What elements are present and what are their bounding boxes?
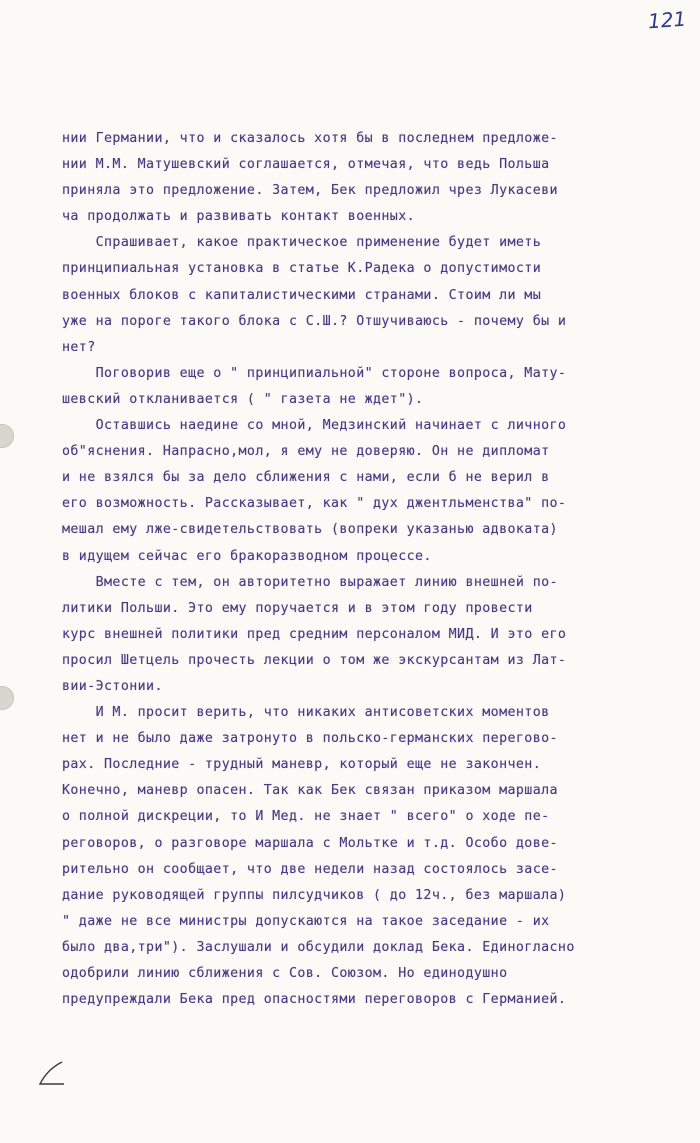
text-line: " даже не все министры допускаются на такое заседание - их — [62, 913, 550, 929]
text-line: о полной дискреции, то И Мед. не знает " всего" о ходе пе- — [62, 809, 550, 825]
text-line: предупреждали Бека пред опасностями переговоров с Германией. — [62, 992, 567, 1008]
text-line: рах. Последние - трудный маневр, который еще не закончен. — [62, 757, 542, 773]
text-line: его возможность. Рассказывает, как " дух джентльменства" по- — [62, 496, 567, 512]
text-line: нии Германии, что и сказалось хотя бы в последнем предложе- — [62, 131, 558, 146]
text-line: приняла это предложение. Затем, Бек предложил чрез Лукасеви — [62, 183, 558, 199]
text-line: принципиальная установка в статье К.Радека о допустимости — [62, 261, 542, 277]
text-line: курс внешней политики пред средним персоналом МИД. И это его — [62, 626, 567, 642]
text-line: нии М.М. Матушевский соглашается, отмечая, что ведь Польша — [62, 157, 550, 173]
typewritten-text — [62, 126, 692, 1013]
text-line: одобрили линию сближения с Сов. Союзом. Но единодушно — [62, 966, 508, 981]
text-line: в идущем сейчас его бракоразводном процессе. — [62, 548, 432, 564]
text-line: было два,три"). Заслушали и обсудили доклад Бека. Единогласно — [62, 939, 575, 955]
text-line: Оставшись наедине со мной, Медзинский начинает с личного — [62, 418, 567, 434]
text-line: дание руководящей группы пилсудчиков ( до 12ч., без маршала) — [62, 887, 567, 903]
page-number: 121 — [647, 6, 687, 34]
text-line: Поговорив еще о " принципиальной" стороне вопроса, Матy- — [62, 365, 567, 381]
text-line: реговоров, о разговоре маршала с Мольтке и т.д. Особо дове- — [62, 835, 558, 851]
text-line: военных блоков с капиталистическими странами. Стоим ли мы — [62, 287, 542, 303]
text-line: литики Польши. Это ему поручается и в этом году провести — [62, 600, 533, 616]
text-line: Конечно, маневр опасен. Так как Бек связан приказом маршала — [62, 783, 558, 799]
text-line: вии-Эстонии. — [62, 678, 163, 694]
text-line: и не взялся бы за дело сближения с нами, если б не верил в — [62, 470, 550, 486]
punch-hole — [0, 686, 14, 710]
punch-hole — [0, 424, 14, 448]
text-line: об"яснения. Напрасно,мол, я ему не доверяю. Он не дипломат — [62, 444, 550, 460]
text-line: Спрашивает, какое практическое применение будет иметь — [62, 235, 542, 251]
text-line: И М. просит верить, что никаких антисоветских моментов — [62, 705, 550, 721]
text-line: рительно он сообщает, что две недели назад состоялось засе- — [62, 861, 558, 877]
margin-pencil-mark — [36, 1058, 66, 1088]
text-line: просил Шетцель прочесть лекции о том же экскурсантам из Лат- — [62, 652, 567, 668]
text-line: нет? — [62, 339, 96, 355]
text-line: мешал ему лже-свидетельствовать (вопреки указанью адвоката) — [62, 522, 558, 538]
text-line: Вместе с тем, он авторитетно выражает линию внешней по- — [62, 574, 558, 590]
text-line: шевский откланивается ( " газета не ждет"). — [62, 391, 424, 407]
text-line: ча продолжать и развивать контакт военных. — [62, 209, 416, 225]
text-line: уже на пороге такого блока с С.Ш.? Отшучиваюсь - почему бы и — [62, 313, 567, 329]
text-line: нет и не было даже затронуто в польско-германских перегово- — [62, 731, 558, 747]
